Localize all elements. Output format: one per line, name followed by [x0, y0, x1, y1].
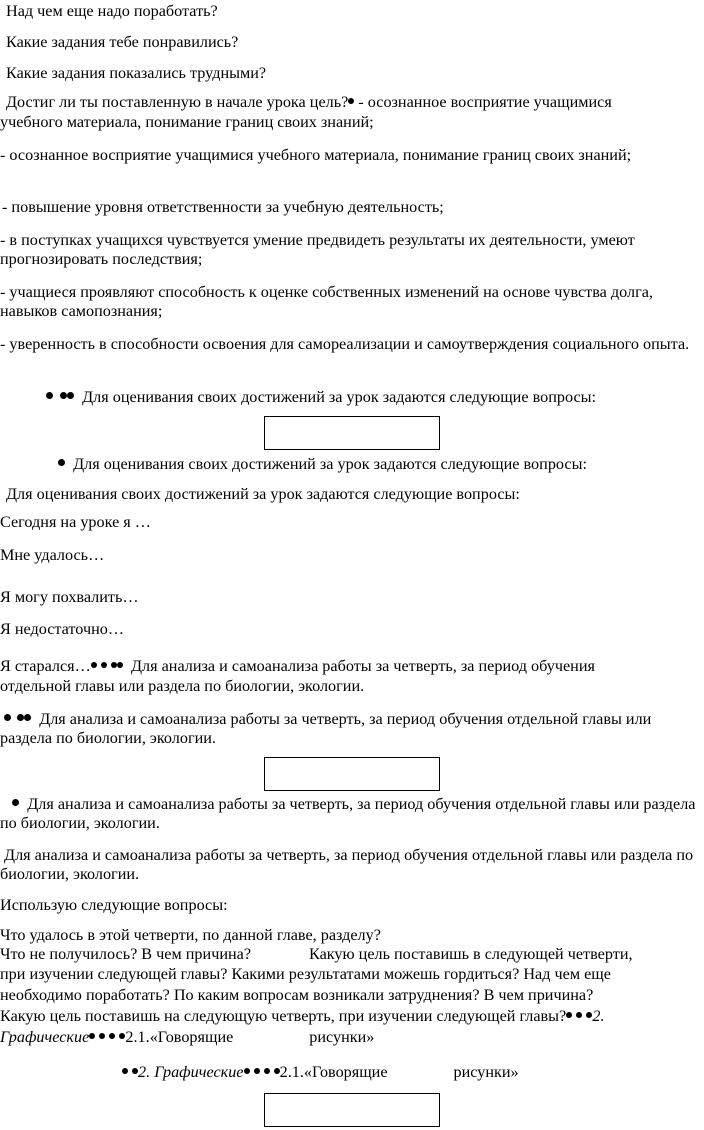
bullet-icon: [576, 1012, 582, 1018]
text-span: Я старался…: [0, 657, 91, 675]
bullet-icon: [264, 1068, 270, 1074]
text-line: [0, 945, 633, 964]
text-line: отдельной главы или раздела по биологии, экологии.: [0, 677, 365, 695]
bullet-icon: [46, 392, 53, 399]
text-span: Что не получилось? В чем причина?: [0, 945, 252, 963]
text-line: [0, 1007, 604, 1026]
text-span: 2. Графические: [138, 1063, 244, 1081]
bullet-icon: [60, 392, 67, 399]
bullet-icon: [99, 1033, 105, 1039]
text-line: Что удалось в этой четверти, по данной главе, разделу?: [0, 926, 381, 944]
bullet-icon: [122, 1068, 128, 1074]
text-line: [46, 388, 596, 407]
bullet-icon: [24, 714, 31, 721]
text-line: Использую следующие вопросы:: [0, 896, 228, 914]
text-line: [122, 1063, 519, 1082]
text-span: Достиг ли ты поставленную в начале урока цель?: [6, 93, 349, 111]
paragraph: [0, 795, 700, 833]
text-span: рисунки»: [453, 1063, 519, 1081]
text-line: Мне удалось…: [0, 546, 105, 564]
text-span: рисунки»: [309, 1028, 375, 1046]
text-line: учебного материала, понимание границ своих знаний;: [0, 113, 374, 131]
text-line: при изучении следующей главы? Какими результатами можешь гордиться? Над чем еще: [0, 965, 611, 983]
empty-frame: [264, 757, 440, 791]
text-line: [0, 1028, 374, 1047]
text-span: Для анализа и самоанализа работы за четверть, за период обучения отдельной главы или раздела по биологии, экологии.: [0, 710, 652, 747]
bullet-icon: [117, 662, 123, 668]
text-line: Я могу похвалить…: [0, 588, 139, 606]
text-line: Какие задания тебе понравились?: [6, 33, 239, 51]
text-span: Какую цель поставишь в следующей четверти,: [309, 945, 633, 963]
bullet-icon: [566, 1012, 572, 1018]
bullet-icon: [109, 1033, 115, 1039]
text-line: Для оценивания своих достижений за урок задаются следующие вопросы:: [6, 485, 520, 503]
text-line: - повышение уровня ответственности за учебную деятельность;: [2, 198, 444, 216]
text-span: 2.1.«Говорящие: [125, 1028, 234, 1046]
empty-frame: [264, 1093, 440, 1127]
empty-frame: [264, 416, 440, 450]
text-line: Какие задания показались трудными?: [6, 64, 267, 82]
paragraph: - учащиеся проявляют способность к оценке собственных изменений на основе чувства долга, навыков самопознания;: [0, 283, 653, 320]
paragraph: [0, 846, 700, 884]
text-span: Для оценивания своих достижений за урок задаются следующие вопросы:: [73, 455, 587, 473]
text-line: необходимо поработать? По каким вопросам возникали затруднения? В чем причина?: [0, 986, 594, 1004]
text-span: Для анализа и самоанализа работы за четверть, за период обучения отдельной главы или раздела по биологии, экологии.: [0, 795, 696, 832]
text-line: Сегодня на уроке я …: [0, 513, 151, 531]
text-line: [0, 657, 595, 676]
paragraph: [0, 710, 700, 748]
text-span: Для анализа и самоанализа работы за четверть, за период обучения отдельной главы или раздела по биологии, экологии.: [0, 846, 694, 883]
paragraph: - уверенность в способности освоения для самореализации и самоутверждения социального опыта.: [0, 335, 690, 353]
bullet-icon: [101, 662, 107, 668]
text-span: Для оценивания своих достижений за урок задаются следующие вопросы:: [82, 388, 597, 406]
text-line: Над чем еще надо поработать?: [6, 2, 218, 20]
text-span: - осознанное восприятие учащимися: [358, 93, 612, 111]
bullet-icon: [244, 1068, 250, 1074]
bullet-icon: [254, 1068, 260, 1074]
text-span: Для анализа и самоанализа работы за четверть, за период обучения: [131, 657, 595, 675]
bullet-icon: [58, 459, 65, 466]
paragraph: - в поступках учащихся чувствуется умение предвидеть результаты их деятельности, умеют прогнозировать последствия;: [0, 231, 635, 268]
text-span: 2.: [592, 1007, 605, 1025]
text-line: Я недостаточно…: [0, 620, 125, 638]
bullet-icon: [89, 1033, 95, 1039]
text-line: [6, 93, 612, 112]
text-span: 2.1.«Говорящие: [279, 1063, 388, 1081]
bullet-icon: [91, 662, 97, 668]
bullet-icon: [17, 714, 24, 721]
bullet-icon: [67, 392, 74, 399]
bullet-icon: [348, 98, 354, 104]
bullet-icon: [12, 799, 19, 806]
text-line: [58, 455, 587, 474]
bullet-icon: [4, 714, 11, 721]
text-span: Какую цель поставишь на следующую четверть, при изучении следующей главы?: [0, 1007, 567, 1025]
text-span: Графические: [0, 1028, 90, 1046]
paragraph: - осознанное восприятие учащимися учебного материала, понимание границ своих знаний;: [0, 146, 632, 164]
